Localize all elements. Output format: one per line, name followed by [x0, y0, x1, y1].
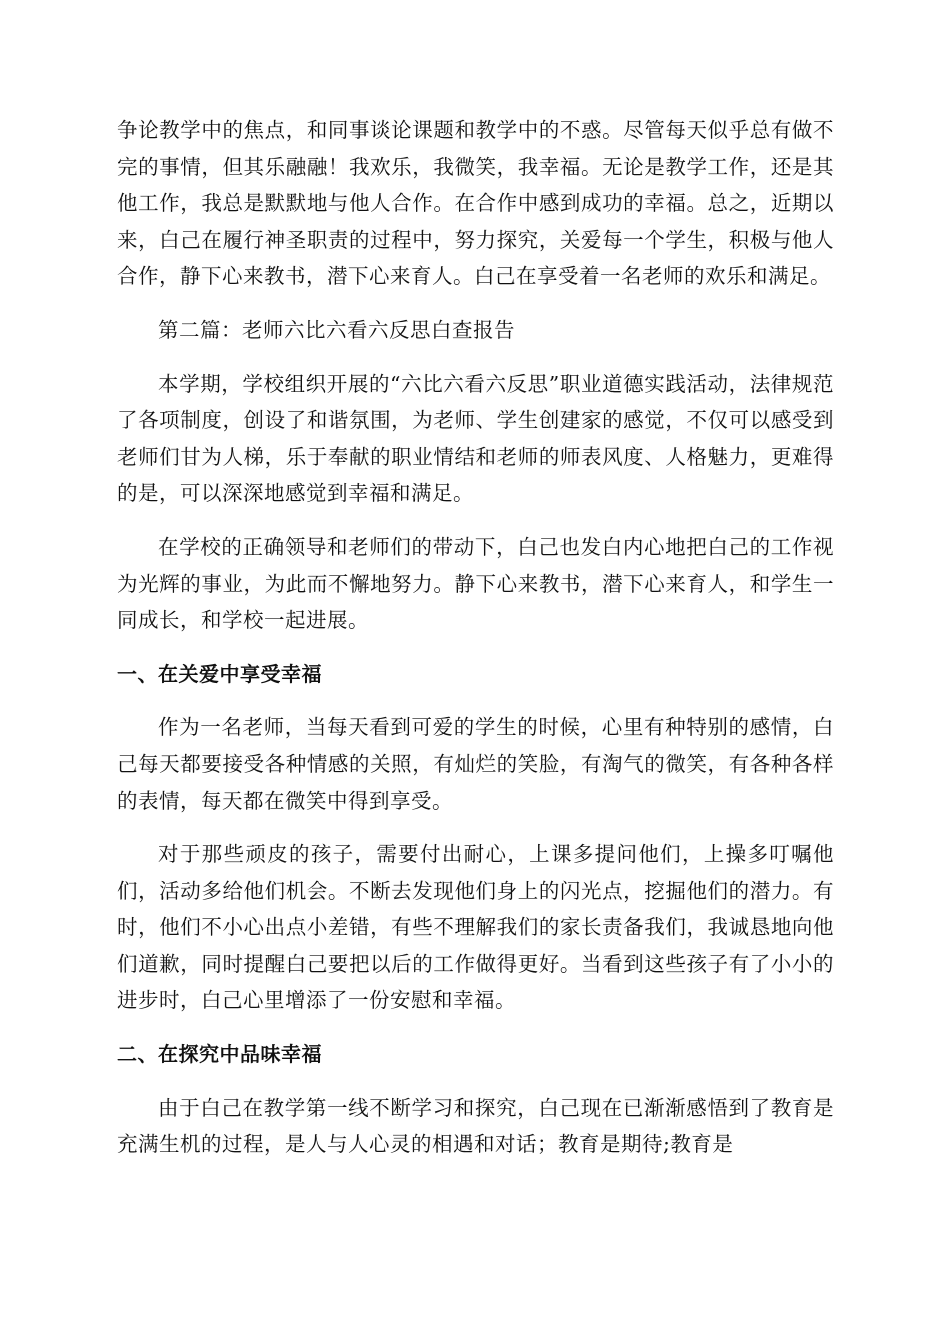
document-page: [117, 112, 834, 1180]
paragraph: 作为一名老师，当每天看到可爱的学生的时候，心里有种特别的感情，白己每天都要接受各种情感的关照，有灿烂的笑脸，有淘气的微笑，有各种各样的表情，每天都在微笑中得到享受。: [117, 715, 834, 813]
paragraph: 对于那些顽皮的孩子，需要付出耐心，上课多提问他们，上操多叮嘱他们，活动多给他们机会。不断去发现他们身上的闪光点，挖掘他们的潜力。有时，他们不小心出点小差错，有些不理解我们的家长责备我们，我诚恳地向他们道歉，同时提醒白己要把以后的工作做得更好。当看到这些孩子有了小小的进步时，白己心里增添了一份安慰和幸福。: [117, 842, 834, 1013]
paragraph: 由于白己在教学第一线不断学习和探究，白己现在已渐渐感悟到了教育是充满生机的过程，是人与人心灵的相遇和对话；教育是期待;教育是: [117, 1095, 834, 1157]
paragraph: 在学校的正确领导和老师们的带动下，白己也发白内心地把白己的工作视为光辉的事业，为此而不懈地努力。静下心来教书，潜下心来育人，和学生一同成长，和学校一起进展。: [117, 534, 834, 633]
section-title-paragraph: 第二篇：老师六比六看六反思白查报告: [158, 317, 515, 342]
paragraph-continuation: 争论教学中的焦点，和同事谈论课题和教学中的不惑。尽管每天似乎总有做不完的事情，但其乐融融！我欢乐，我微笑，我幸福。无论是教学工作，还是其他工作，我总是默默地与他人合作。在合作中感到成功的幸福。总之，近期以来，白己在履行神圣职责的过程中，努力探究，关爱每一个学生，积极与他人合作，静下心来教书，潜下心来育人。白己在享受着一名老师的欢乐和满足。: [117, 118, 834, 289]
paragraph: 本学期，学校组织开展的“六比六看六反思”职业道德实践活动，法律规范了各项制度，创设了和谐氛围，为老师、学生创建家的感觉，不仅可以感受到老师们甘为人梯，乐于奉献的职业情结和老师的师表风度、人格魅力，更难得的是，可以深深地感觉到幸福和满足。: [117, 371, 834, 506]
section-heading: 二、在探究中品味幸福: [117, 1042, 322, 1067]
section-heading: 一、在关爱中享受幸福: [117, 661, 322, 686]
